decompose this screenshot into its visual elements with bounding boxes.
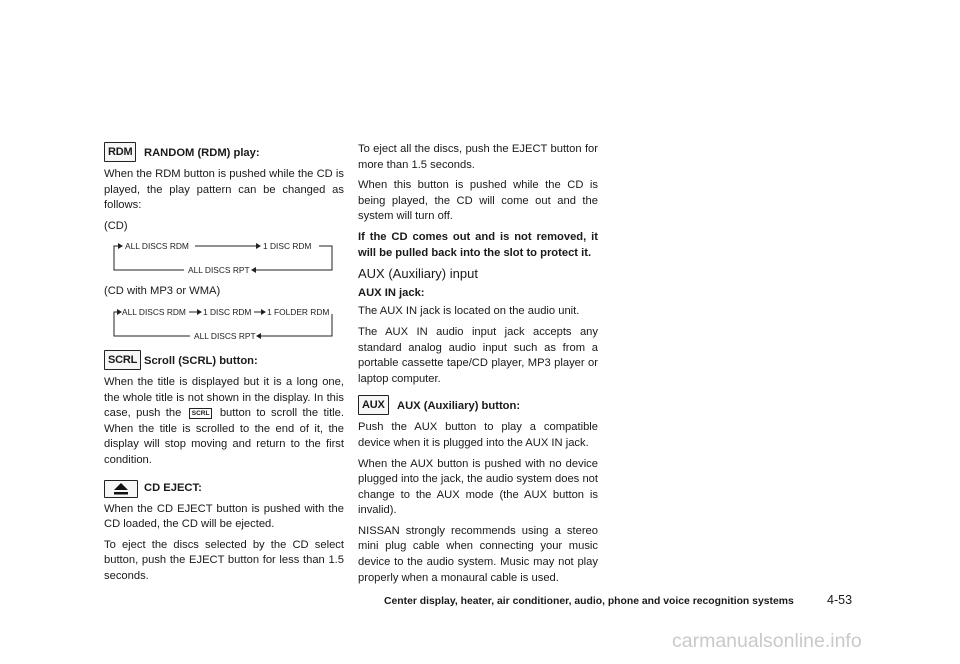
eject-all-paragraph: To eject all the discs, push the EJECT button for more than 1.5 seconds. bbox=[358, 143, 598, 171]
mp3-label: (CD with MP3 or WMA) bbox=[104, 285, 221, 298]
page-number: 4-53 bbox=[827, 593, 853, 607]
right-column bbox=[358, 142, 598, 591]
mp3-step-all-discs-rdm: ALL DISCS RDM bbox=[122, 306, 186, 317]
scrl-paragraph-end: button to scroll the title. When the title is scrolled to the end of it, the display will stop moving and return to the first condition. bbox=[104, 407, 344, 466]
cd-rdm-cycle-diagram bbox=[104, 238, 344, 278]
aux-button-paragraph-1: Push the AUX button to play a compatible device when it is plugged into the AUX IN jack. bbox=[358, 421, 598, 449]
aux-in-paragraph-2: The AUX IN audio input jack accepts any standard analog audio input such as from a portable cassette tape/CD player, MP3 player or laptop computer. bbox=[358, 325, 598, 385]
scrl-heading: Scroll (SCRL) button: bbox=[144, 354, 258, 367]
scrl-paragraph bbox=[104, 375, 344, 469]
eject-paragraph-1: When the CD EJECT button is pushed with the CD loaded, the CD will be ejected. bbox=[104, 502, 344, 531]
chapter-footer: Center display, heater, air conditioner, audio, phone and voice recognition systems bbox=[384, 596, 794, 607]
mp3-step-1-folder-rdm: 1 FOLDER RDM bbox=[267, 306, 330, 317]
eject-warning-paragraph: If the CD comes out and is not removed, it will be pulled back into the slot to protect it. bbox=[358, 230, 598, 259]
scrl-button-icon: SCRL bbox=[104, 350, 141, 370]
mp3-rdm-cycle-diagram bbox=[104, 304, 344, 344]
mp3-step-all-discs-rpt: ALL DISCS RPT bbox=[194, 330, 256, 341]
eject-paragraph-2: To eject the discs selected by the CD select button, push the EJECT button for less than 1.5 seconds. bbox=[104, 538, 344, 582]
rdm-button-icon: RDM bbox=[104, 142, 136, 162]
aux-button-paragraph-2: When the AUX button is pushed with no device plugged into the jack, the audio system does not change to the AUX mode (the AUX button is invalid). bbox=[358, 457, 598, 517]
cd-step-1-disc-rdm: 1 DISC RDM bbox=[263, 241, 312, 252]
scrl-paragraph-start: When the title is displayed but it is a long one, the whole title is not shown in the display. In this case, push the bbox=[104, 375, 344, 420]
site-watermark: carmanualsonline.info bbox=[672, 630, 862, 652]
cd-label: (CD) bbox=[104, 219, 128, 232]
eject-during-play-paragraph: When this button is pushed while the CD is being played, the CD will come out and the system will turn off. bbox=[358, 179, 598, 223]
scrl-inline-icon: SCRL bbox=[189, 408, 213, 419]
cd-step-all-discs-rdm: ALL DISCS RDM bbox=[125, 241, 189, 252]
aux-button-heading: AUX (Auxiliary) button: bbox=[397, 400, 521, 413]
aux-button-icon: AUX bbox=[358, 395, 389, 415]
aux-in-paragraph-1: The AUX IN jack is located on the audio unit. bbox=[358, 305, 580, 318]
scrl-heading-row bbox=[104, 350, 344, 373]
aux-section-title: AUX (Auxiliary) input bbox=[358, 266, 478, 282]
eject-button-icon bbox=[104, 480, 138, 498]
cd-step-all-discs-rpt: ALL DISCS RPT bbox=[188, 265, 250, 276]
aux-in-heading: AUX IN jack: bbox=[358, 286, 425, 299]
left-column bbox=[104, 142, 344, 590]
eject-icon bbox=[114, 483, 128, 495]
eject-heading: CD EJECT: bbox=[144, 481, 202, 494]
rdm-heading: RANDOM (RDM) play: bbox=[144, 147, 260, 159]
mp3-step-1-disc-rdm: 1 DISC RDM bbox=[203, 306, 252, 317]
aux-button-paragraph-3: NISSAN strongly recommends using a stereo mini plug cable when connecting your music device to the audio system. Music may not play properly when a monaural cable is used. bbox=[358, 524, 598, 584]
rdm-heading-row bbox=[104, 142, 344, 165]
rdm-paragraph: When the RDM button is pushed while the CD is played, the play pattern can be changed as follows: bbox=[104, 168, 344, 212]
aux-button-heading-row bbox=[358, 395, 598, 418]
eject-heading-row bbox=[104, 477, 344, 500]
